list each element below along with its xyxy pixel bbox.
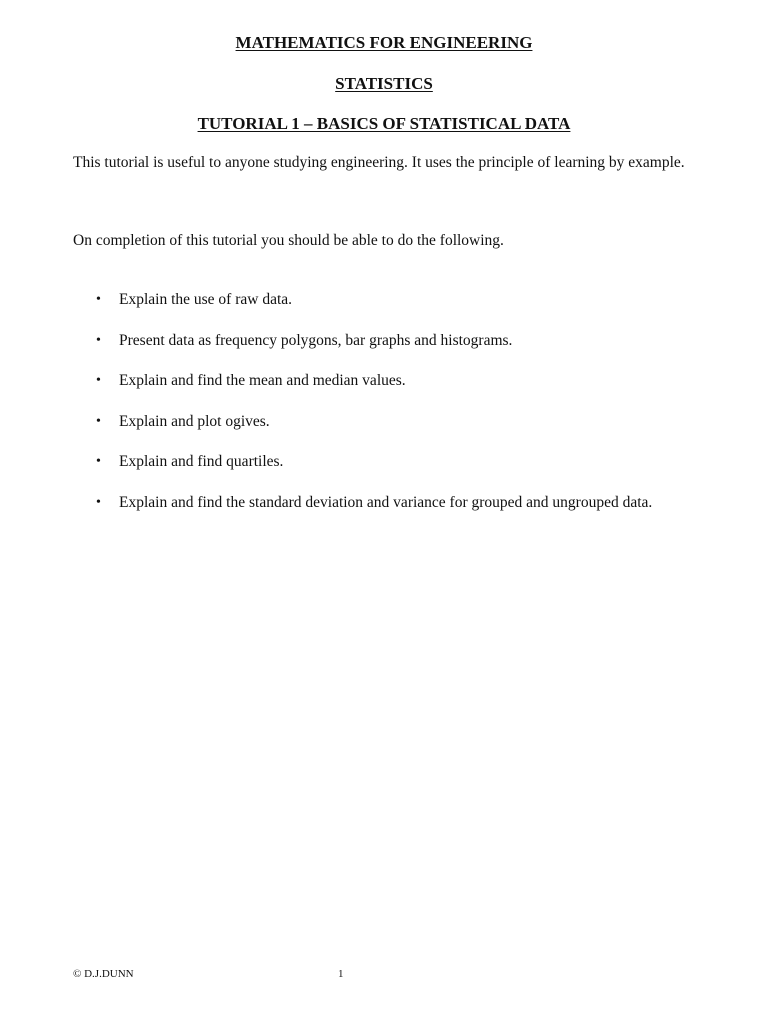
objective-item <box>73 289 732 310</box>
footer-page-number: 1 <box>338 968 344 980</box>
bullet-icon: • <box>96 373 101 388</box>
completion-paragraph: On completion of this tutorial you should be able to do the following. <box>73 232 504 249</box>
document-subtitle: STATISTICS <box>335 74 433 93</box>
document-title: MATHEMATICS FOR ENGINEERING <box>235 33 533 52</box>
objective-item <box>73 451 732 472</box>
bullet-icon: • <box>96 413 101 429</box>
footer-copyright: © D.J.DUNN <box>73 968 134 980</box>
objective-text: Explain the use of raw data. <box>119 291 293 308</box>
bullet-icon: • <box>96 494 101 510</box>
objectives-list <box>73 289 732 532</box>
objective-text: Explain and find the mean and median values. <box>119 372 406 389</box>
bullet-icon: • <box>96 332 101 348</box>
objective-text: Explain and find the standard deviation and variance for grouped and ungrouped data. <box>119 493 653 511</box>
objective-text: Explain and find quartiles. <box>119 453 284 470</box>
objective-item <box>73 411 732 432</box>
bullet-icon: • <box>96 454 101 469</box>
tutorial-heading: TUTORIAL 1 – BASICS OF STATISTICAL DATA <box>197 114 571 133</box>
objective-text: Explain and plot ogives. <box>119 412 270 430</box>
objective-item <box>73 330 732 351</box>
objective-text: Present data as frequency polygons, bar graphs and histograms. <box>119 331 513 349</box>
bullet-icon: • <box>96 292 101 307</box>
intro-paragraph: This tutorial is useful to anyone studying engineering. It uses the principle of learning by example. <box>73 154 685 171</box>
objective-item <box>73 370 732 391</box>
objective-item <box>73 492 732 513</box>
